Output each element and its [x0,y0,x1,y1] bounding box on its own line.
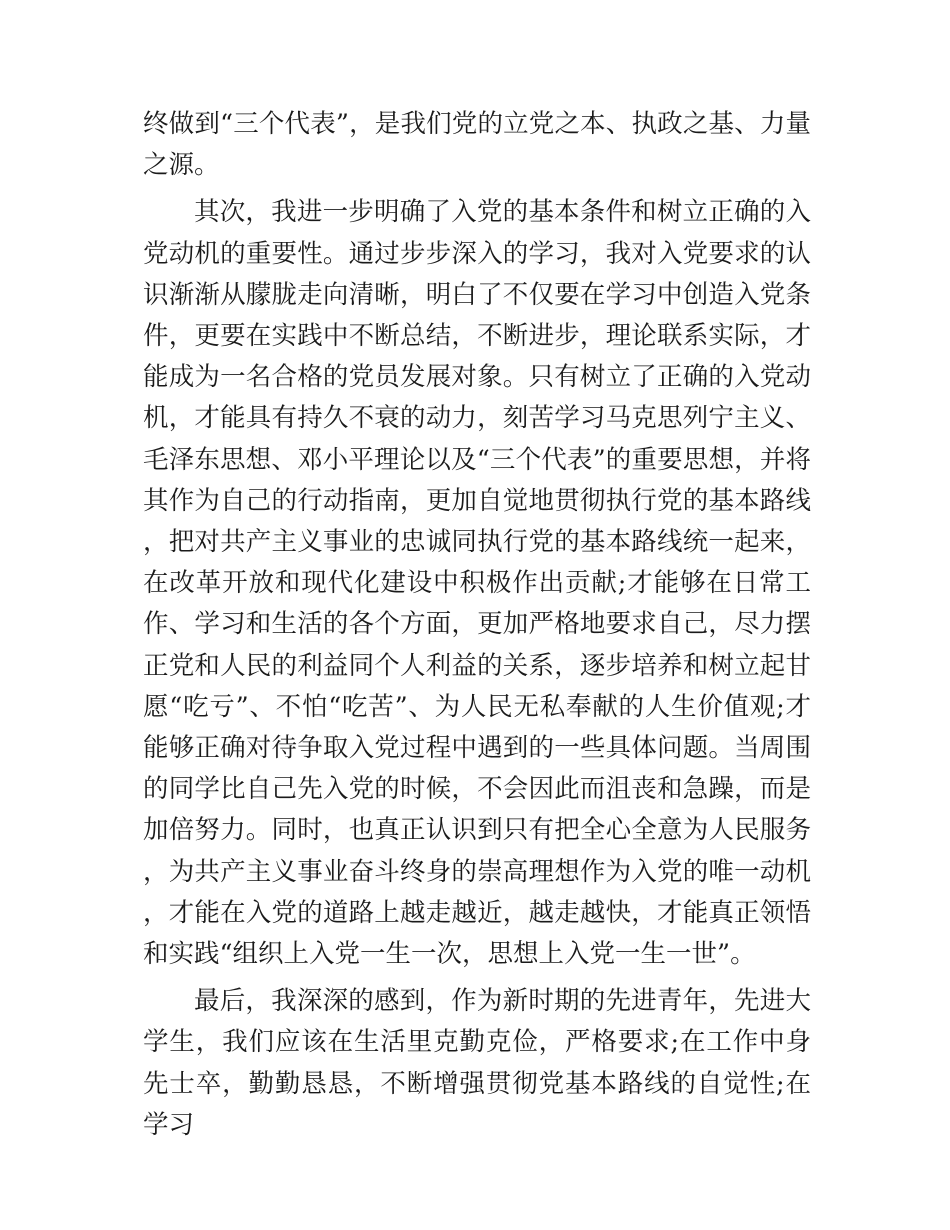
paragraph-entry-motivation: 其次，我进一步明确了入党的基本条件和树立正确的入党动机的重要性。通过步步深入的学习，我对入党要求的认识渐渐从朦胧走向清晰，明白了不仅要在学习中创造入党条件，更要在实践中不断总结，不断进步，理论联系实际，才能成为一名合格的党员发展对象。只有树立了正确的入党动机，才能具有持久不衰的动力，刻苦学习马克思列宁主义、毛泽东思想、邓小平理论以及“三个代表”的重要思想，并将其作为自己的行动指南，更加自觉地贯彻执行党的基本路线，把对共产主义事业的忠诚同执行党的基本路线统一起来，在改革开放和现代化建设中积极作出贡献;才能够在日常工作、学习和生活的各个方面，更加严格地要求自己，尽力摆正党和人民的利益同个人利益的关系，逐步培养和树立起甘愿“吃亏”、不怕“吃苦”、为人民无私奉献的人生价值观;才能够正确对待争取入党过程中遇到的一些具体问题。当周围的同学比自己先入党的时候，不会因此而沮丧和急躁，而是加倍努力。同时，也真正认识到只有把全心全意为人民服务，为共产主义事业奋斗终身的崇高理想作为入党的唯一动机，才能在入党的道路上越走越近，越走越快，才能真正领悟和实践“组织上入党一生一次，思想上入党一生一世”。 [143,197,811,970]
document-body [143,104,811,1146]
paragraph-conclusion: 最后，我深深的感到，作为新时期的先进青年，先进大学生，我们应该在生活里克勤克俭，严格要求;在工作中身先士卒，勤勤恳恳，不断增强贯彻党基本路线的自觉性;在学习 [143,986,811,1140]
paragraph-continuation: 终做到“三个代表”，是我们党的立党之本、执政之基、力量之源。 [143,109,811,181]
